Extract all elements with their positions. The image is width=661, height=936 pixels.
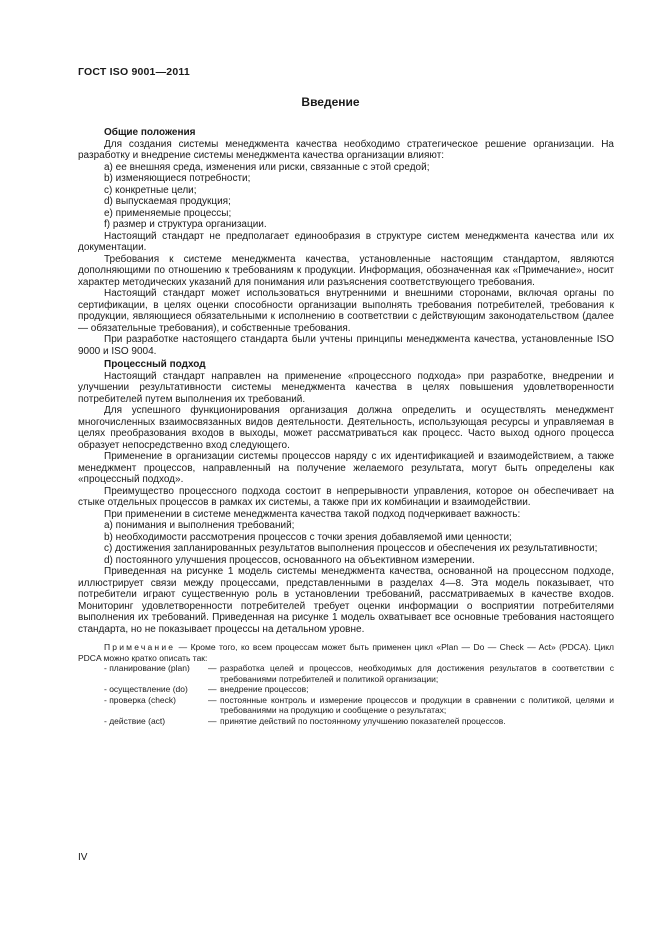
note-text: — Кроме того, ко всем процессам может быть применен цикл «Plan — Do — Check — Act» (PDCA). Цикл PDCA можно кратко описать так: <box>78 642 614 663</box>
list-item: b) изменяющиеся потребности; <box>104 173 251 184</box>
pdca-dash: — <box>208 684 217 694</box>
pdca-desc: разработка целей и процессов, необходимых для достижения результатов в соответствии с требованиями потребителей и политикой организации; <box>220 663 614 684</box>
paragraph: Настоящий стандарт может использоваться внутренними и внешними сторонами, включая органы по сертификации, в целях оценки способности организации выполнять требования потребителей, требования к продукции, являющиеся обязательными к исполнению в соответствии с действующим законодательством (далее — обязательные требования), и собственные требования. <box>78 288 614 334</box>
pdca-desc: постоянные контроль и измерение процессов и продукции в сравнении с политикой, целями и требованиями на продукцию и сообщение о результатах; <box>220 694 614 715</box>
paragraph: Настоящий стандарт направлен на применение «процессного подхода» при разработке, внедрении и улучшении результативности системы менеджмента качества в целях повышения удовлетворенности потребителей путем выполнения их требований. <box>78 370 614 405</box>
pdca-term: - действие (act) <box>104 715 166 726</box>
paragraph: Требования к системе менеджмента качества, установленные настоящим стандартом, являются дополняющими по отношению к требованиям к продукции. Информация, обозначенная как «Примечание», носит характер методических указаний для понимания или разъяснения соответствующего требования. <box>78 253 614 288</box>
pdca-term: - планирование (plan) <box>104 663 190 673</box>
page-title: Введение <box>301 95 360 109</box>
pdca-table <box>104 663 614 726</box>
pdca-row <box>104 695 614 716</box>
list-item: а) ее внешняя среда, изменения или риски, связанные с этой средой; <box>104 161 430 173</box>
page-number: IV <box>78 852 88 863</box>
pdca-dash: — <box>208 663 217 673</box>
paragraph: Приведенная на рисунке 1 модель системы менеджмента качества, основанной на процессном подходе, иллюстрирует связи между процессами, представленными в разделах 4—8. Эта модель показывает, что потребители играют существенную роль в установлении требований, рассматриваемых в качестве входов. Мониторинг удовлетворенности потребителей требует оценки информации о восприятии потребителями выполнения их требований. Приведенная на рисунке 1 модель охватывает все основные требования настоящего стандарта, но не показывает процессы на детальном уровне. <box>78 566 614 635</box>
list-item: а) понимания и выполнения требований; <box>104 520 295 531</box>
pdca-row <box>104 684 614 695</box>
section-heading-general: Общие положения <box>104 127 196 138</box>
list-item: d) постоянного улучшения процессов, основанного на объективном измерении. <box>104 554 475 566</box>
document-header: ГОСТ ISO 9001—2011 <box>78 66 190 78</box>
section-heading-process-approach: Процессный подход <box>104 359 206 370</box>
paragraph: При разработке настоящего стандарта были учтены принципы менеджмента качества, установленные ISO 9000 и ISO 9004. <box>78 334 614 357</box>
note <box>78 642 614 663</box>
document-body <box>78 125 614 726</box>
pdca-dash: — <box>208 694 217 705</box>
pdca-dash: — <box>208 715 217 726</box>
paragraph: Применение в организации системы процессов наряду с их идентификацией и взаимодействием, а также менеджмент процессов, направленный на получение желаемого результата, могут быть определены как «процессный подход». <box>78 451 614 485</box>
paragraph: При применении в системе менеджмента качества такой подход подчеркивает важность: <box>104 508 521 520</box>
list-item: f) размер и структура организации. <box>104 219 267 230</box>
paragraph: Настоящий стандарт не предполагает единообразия в структуре систем менеджмента качества или их документации. <box>78 230 614 253</box>
paragraph: Преимущество процессного подхода состоит в непрерывности управления, которое он обеспечивает на стыке отдельных процессов в рамках их системы, а также при их комбинации и взаимодействии. <box>78 485 614 508</box>
note-label: Примечание <box>104 642 176 652</box>
pdca-term: - проверка (check) <box>104 694 176 705</box>
list-item: d) выпускаемая продукция; <box>104 196 231 207</box>
list-item: b) необходимости рассмотрения процессов с точки зрения добавляемой ими ценности; <box>104 531 512 543</box>
pdca-row <box>104 663 614 684</box>
pdca-row <box>104 716 614 727</box>
pdca-term: - осуществление (do) <box>104 684 188 694</box>
paragraph: Для создания системы менеджмента качества необходимо стратегическое решение организации. На разработку и внедрение системы менеджмента качества организации влияют: <box>78 138 614 161</box>
list-item: c) достижения запланированных результатов выполнения процессов и обеспечения их результативности; <box>104 543 598 554</box>
pdca-desc: внедрение процессов; <box>220 684 309 694</box>
pdca-desc: принятие действий по постоянному улучшению показателей процессов. <box>220 715 506 726</box>
list-item: e) применяемые процессы; <box>104 207 232 219</box>
list-item: c) конкретные цели; <box>104 184 197 196</box>
paragraph: Для успешного функционирования организация должна определить и осуществлять менеджмент многочисленных взаимосвязанных видов деятельности. Деятельность, использующая ресурсы и управляемая в целях преобразования входов в выходы, может рассматриваться как процесс. Часто выход одного процесса образует непосредственно вход следующего. <box>78 405 614 451</box>
